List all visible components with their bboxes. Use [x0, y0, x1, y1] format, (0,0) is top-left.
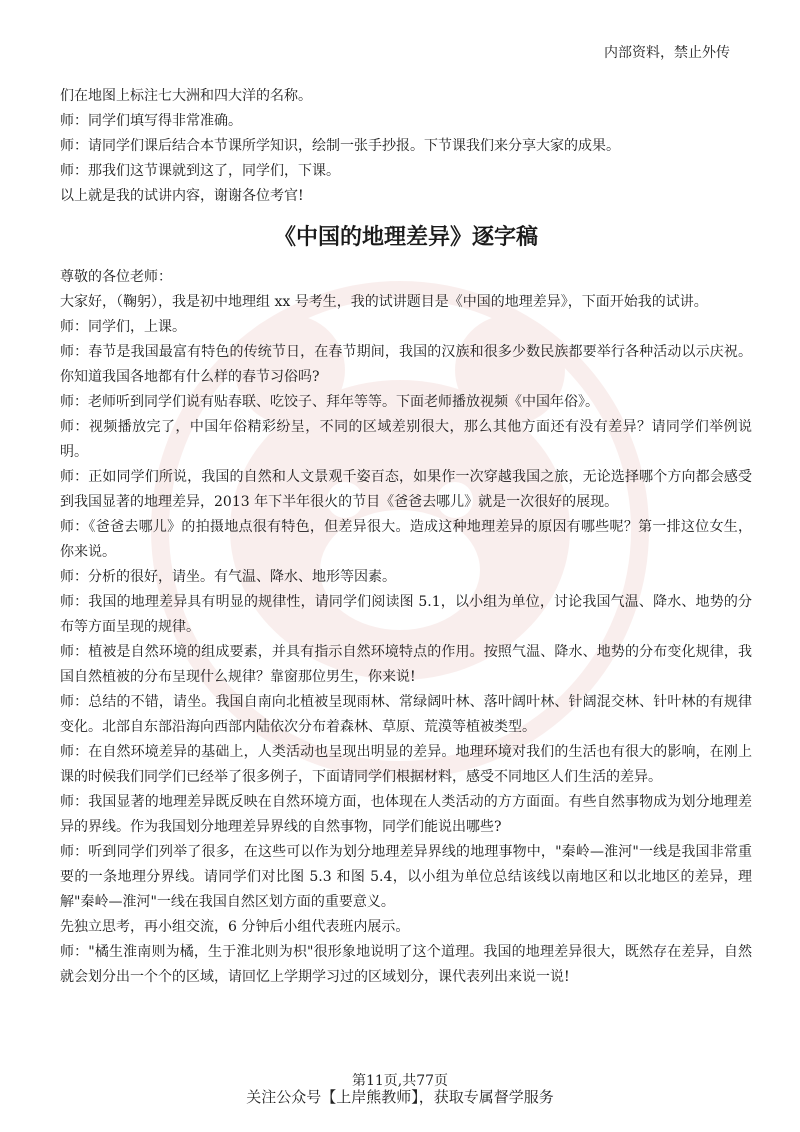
body-paragraph: 尊敬的各位老师： [60, 269, 172, 285]
intro-paragraph: 师：那我们这节课就到这了，同学们，下课。 [60, 163, 340, 179]
body-paragraph: 师：同学们，上课。 [60, 319, 186, 335]
confidential-notice: 内部资料，禁止外传 [604, 45, 730, 61]
intro-paragraph: 师：同学们填写得非常准确。 [60, 113, 242, 129]
body-paragraph: 师：听到同学们列举了很多，在这些可以作为划分地理差异界线的地理事物中，"秦岭—淮河"一线是我国非常重要的一条地理分界线。请同学们对比图 5.3 和图 5.4，以小组为单位总结该线以南地区和以北地区的差异，理解"秦岭—淮河"一线在我国自然区划方面的重要意义。 [60, 844, 752, 910]
lesson-title: 《中国的地理差异》逐字稿 [273, 225, 538, 250]
page-number: 第11页,共77页 [351, 1073, 449, 1089]
body-paragraph: 师："橘生淮南则为橘，生于淮北则为枳"很形象地说明了这个道理。我国的地理差异很大，既然存在差异，自然就会划分出一个个的区域，请回忆上学期学习过的区域划分，课代表列出来说一说! [60, 944, 752, 985]
body-paragraph: 师：《爸爸去哪儿》的拍摄地点很有特色，但差异很大。造成这种地理差异的原因有哪些呢？第一排这位女生，你来说。 [60, 519, 752, 560]
body-paragraph: 师：我国显著的地理差异既反映在自然环境方面，也体现在人类活动的方方面面。有些自然事物成为划分地理差异的界线。作为我国划分地理差异界线的自然事物，同学们能说出哪些? [60, 794, 752, 835]
body-paragraph: 师：视频播放完了，中国年俗精彩纷呈，不同的区域差别很大，那么其他方面还有没有差异？请同学们举例说明。 [60, 419, 752, 460]
intro-paragraph: 们在地图上标注七大洲和四大洋的名称。 [60, 88, 312, 104]
body-paragraph: 大家好，（鞠躬），我是初中地理组 xx 号考生，我的试讲题目是《中国的地理差异》，下面开始我的试讲。 [60, 294, 708, 310]
body-paragraph: 师：总结的不错，请坐。我国自南向北植被呈现雨林、常绿阔叶林、落叶阔叶林、针阔混交林、针叶林的有规律变化。北部自东部沿海向西部内陆依次分布着森林、草原、荒漠等植被类型。 [60, 694, 752, 735]
intro-paragraph: 以上就是我的试讲内容，谢谢各位考官! [60, 188, 304, 204]
document-content [60, 84, 752, 990]
body-paragraph: 师：正如同学们所说，我国的自然和人文景观千姿百态，如果作一次穿越我国之旅，无论选择哪个方向都会感受到我国显著的地理差异，2013 年下半年很火的节目《爸爸去哪儿》就是一次很好的展现。 [60, 469, 752, 510]
body-paragraph: 师：在自然环境差异的基础上，人类活动也呈现出明显的差异。地理环境对我们的生活也有很大的影响，在刚上课的时候我们同学们已经举了很多例子，下面请同学们根据材料，感受不同地区人们生活的差异。 [60, 744, 752, 785]
footer-promo-note: 关注公众号【上岸熊教师】，获取专属督学服务 [246, 1088, 554, 1106]
body-paragraph: 师：分析的很好，请坐。有气温、降水、地形等因素。 [60, 569, 396, 585]
body-paragraph: 师：植被是自然环境的组成要素，并具有指示自然环境特点的作用。按照气温、降水、地势的分布变化规律，我国自然植被的分布呈现什么规律？靠窗那位男生，你来说! [60, 644, 752, 685]
body-paragraph: 师：老师听到同学们说有贴春联、吃饺子、拜年等等。下面老师播放视频《中国年俗》。 [60, 394, 599, 410]
intro-paragraph: 师：请同学们课后结合本节课所学知识，绘制一张手抄报。下节课我们来分享大家的成果。 [60, 138, 620, 154]
body-paragraph: 师：我国的地理差异具有明显的规律性，请同学们阅读图 5.1，以小组为单位，讨论我国气温、降水、地势的分布等方面呈现的规律。 [60, 594, 752, 635]
body-paragraph: 师：春节是我国最富有特色的传统节日，在春节期间，我国的汉族和很多少数民族都要举行各种活动以示庆祝。你知道我国各地都有什么样的春节习俗吗? [60, 344, 752, 385]
body-paragraph: 先独立思考，再小组交流，6 分钟后小组代表班内展示。 [60, 919, 410, 935]
